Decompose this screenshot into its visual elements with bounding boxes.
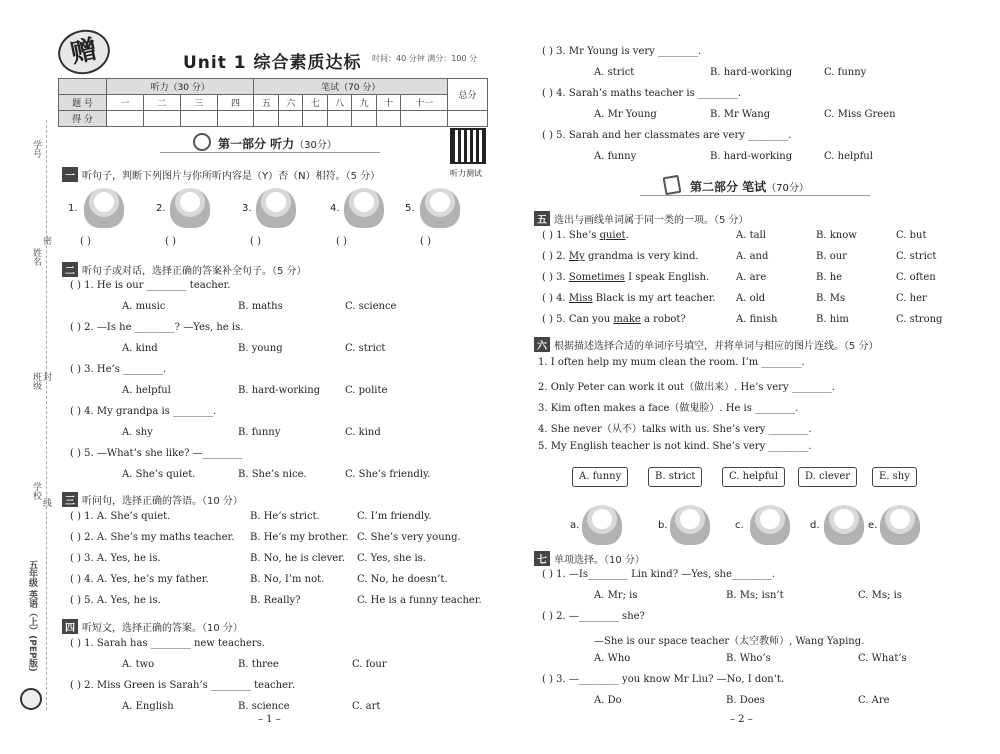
row-label-score: 得 分	[59, 111, 107, 127]
question: ( ) 5. —What’s she like? —________	[70, 448, 243, 459]
question: ( ) 1. Sarah has ________ new teachers.	[70, 638, 265, 649]
banner-rule	[160, 152, 380, 153]
option[interactable]: A. English	[122, 701, 174, 712]
title-meta: 时间：40 分钟 满分：100 分	[372, 54, 478, 63]
pic-num: 1.	[68, 203, 78, 214]
part1-title: 第一部分 听力（30分）	[218, 137, 337, 151]
headphones-icon	[193, 133, 211, 151]
book-label: 五年级 英语（上）(PEP版)	[27, 560, 37, 672]
question: ( ) 2. A. She’s my maths teacher.	[70, 532, 235, 543]
option[interactable]: A. She’s quiet.	[122, 469, 196, 480]
option[interactable]: B. No, he is clever.	[250, 553, 346, 564]
part2-title: 第二部分 笔试（70分）	[690, 180, 809, 194]
col-num: 六	[278, 95, 302, 111]
option[interactable]: B. He’s my brother.	[250, 532, 349, 543]
word-card[interactable]: C. helpful	[722, 467, 785, 487]
question: ( ) 3. He’s ________.	[70, 364, 167, 375]
banner-rule	[640, 195, 870, 196]
option[interactable]: B. hard-working	[710, 67, 793, 78]
option[interactable]: C. science	[345, 301, 397, 312]
option[interactable]: B. Ms; isn’t	[726, 590, 784, 601]
fill-sentence: 5. My English teacher is not kind. She’s very ________.	[538, 441, 812, 452]
option[interactable]: C. her	[896, 293, 927, 304]
margin-xuexiao: 学校	[31, 482, 41, 500]
score-cell[interactable]	[143, 111, 180, 127]
score-cell[interactable]	[327, 111, 351, 127]
page-2	[500, 0, 1000, 754]
question: ( ) 2. —________ she?	[542, 611, 645, 622]
page-number: – 1 –	[258, 714, 281, 725]
answer-paren[interactable]: ( )	[336, 236, 347, 247]
question: ( ) 3. —________ you know Mr Liu? —No, I don’t.	[542, 674, 785, 685]
question: ( ) 5. Can you make a robot?	[542, 314, 686, 325]
option[interactable]: C. He is a funny teacher.	[357, 595, 482, 606]
option[interactable]: C. strict	[345, 343, 386, 354]
picture-4-image	[344, 188, 384, 228]
answer-paren[interactable]: ( )	[420, 236, 431, 247]
pic-label: a.	[570, 520, 580, 531]
option[interactable]: C. but	[896, 230, 927, 241]
section-2-heading: 二 听句子或对话，选择正确的答案补全句子。（5 分）	[62, 262, 307, 277]
pic-label: b.	[658, 520, 668, 531]
option[interactable]: C. No, he doesn’t.	[357, 574, 448, 585]
col-num: 一	[107, 95, 144, 111]
picture-d-image	[824, 505, 864, 545]
option[interactable]: C. I’m friendly.	[357, 511, 432, 522]
word-card[interactable]: B. strict	[648, 467, 702, 487]
option[interactable]: A. Do	[594, 695, 622, 706]
question: ( ) 4. A. Yes, he’s my father.	[70, 574, 209, 585]
option[interactable]: A. helpful	[122, 385, 171, 396]
pic-num: 2.	[156, 203, 166, 214]
option[interactable]: C. helpful	[824, 151, 873, 162]
option[interactable]: C. strict	[896, 251, 937, 262]
listening-header: 听力（30 分）	[107, 79, 254, 95]
option[interactable]: B. our	[816, 251, 847, 262]
score-cell[interactable]	[180, 111, 217, 127]
margin-mi: 密	[41, 236, 51, 245]
option[interactable]: B. him	[816, 314, 849, 325]
option[interactable]: C. Miss Green	[824, 109, 896, 120]
col-num: 三	[180, 95, 217, 111]
picture-b-image	[670, 505, 710, 545]
option[interactable]: C. funny	[824, 67, 867, 78]
section-6-heading: 六 根据描述选择合适的单词序号填空，并将单词与相应的图片连线。（5 分）	[534, 337, 879, 352]
total-cell[interactable]	[448, 111, 488, 127]
question: ( ) 3. A. Yes, he is.	[70, 553, 161, 564]
fill-sentence: 1. I often help my mum clean the room. I’m ________.	[538, 357, 805, 368]
score-cell[interactable]	[352, 111, 376, 127]
section-7-heading: 七 单项选择。（10 分）	[534, 551, 645, 566]
picture-2-image	[170, 188, 210, 228]
option[interactable]: C. polite	[345, 385, 388, 396]
question: ( ) 1. A. She’s quiet.	[70, 511, 171, 522]
pic-num: 3.	[242, 203, 252, 214]
option[interactable]: B. know	[816, 230, 857, 241]
option[interactable]: B. funny	[238, 427, 281, 438]
col-num: 八	[327, 95, 351, 111]
gift-badge: 赠	[54, 25, 114, 79]
fill-sentence: 2. Only Peter can work it out（做出来）. He’s very ________.	[538, 382, 835, 393]
margin-banji: 班级	[31, 372, 41, 390]
option[interactable]: B. Ms	[816, 293, 846, 304]
option[interactable]: B. hard-working	[710, 151, 793, 162]
margin-feng: 封	[41, 372, 51, 381]
option[interactable]: B. Really?	[250, 595, 301, 606]
option[interactable]: A. funny	[594, 151, 637, 162]
option[interactable]: C. often	[896, 272, 936, 283]
question: ( ) 4. Sarah’s maths teacher is ________.	[542, 88, 742, 99]
fill-sentence: 4. She never（从不）talks with us. She’s very ________.	[538, 424, 812, 435]
writing-header: 笔试（70 分）	[254, 79, 448, 95]
question: ( ) 3. Mr Young is very ________.	[542, 46, 702, 57]
page-title: Unit 1 综合素质达标	[183, 53, 362, 73]
logo-icon	[20, 688, 42, 710]
section-1-heading: 一 听句子，判断下列图片与你所听内容是（Y）否（N）相符。（5 分）	[62, 167, 380, 182]
option[interactable]: C. art	[352, 701, 381, 712]
score-cell[interactable]	[401, 111, 448, 127]
option[interactable]: B. he	[816, 272, 843, 283]
option[interactable]: C. Yes, she is.	[357, 553, 426, 564]
option[interactable]: A. two	[122, 659, 155, 670]
option[interactable]: C. She’s friendly.	[345, 469, 431, 480]
section-5-heading: 五 选出与画线单词属于同一类的一项。（5 分）	[534, 211, 749, 226]
word-card[interactable]: D. clever	[798, 467, 857, 487]
qr-label: 听力测试	[450, 169, 482, 178]
option[interactable]: C. kind	[345, 427, 381, 438]
option[interactable]: C. She’s very young.	[357, 532, 461, 543]
total-header: 总分	[448, 79, 488, 111]
col-num: 七	[303, 95, 327, 111]
section-4-heading: 四 听短文，选择正确的答案。（10 分）	[62, 619, 243, 634]
question: ( ) 5. A. Yes, he is.	[70, 595, 161, 606]
col-num: 五	[254, 95, 278, 111]
picture-a-image	[582, 505, 622, 545]
question: ( ) 1. —Is________ Lin kind? —Yes, she________.	[542, 569, 776, 580]
pic-label: d.	[810, 520, 820, 531]
pic-label: c.	[735, 520, 744, 531]
word-card[interactable]: E. shy	[872, 467, 917, 487]
picture-5-image	[420, 188, 460, 228]
option[interactable]: B. maths	[238, 301, 283, 312]
option[interactable]: B. young	[238, 343, 283, 354]
score-cell[interactable]	[107, 111, 144, 127]
picture-3-image	[256, 188, 296, 228]
option[interactable]: B. science	[238, 701, 290, 712]
pic-label: e.	[868, 520, 878, 531]
option[interactable]: B. Does	[726, 695, 765, 706]
score-cell[interactable]	[217, 111, 254, 127]
margin-xingming: 姓名	[31, 248, 41, 266]
pic-num: 4.	[330, 203, 340, 214]
score-table	[58, 78, 488, 127]
row-label-number: 题 号	[59, 95, 107, 111]
option[interactable]: B. Who’s	[726, 653, 771, 664]
question: ( ) 4. Miss Black is my art teacher.	[542, 293, 716, 304]
option[interactable]: C. four	[352, 659, 387, 670]
pencil-icon	[663, 175, 682, 196]
col-num: 九	[352, 95, 376, 111]
fill-sentence: 3. Kim often makes a face（做鬼脸）. He is ________.	[538, 403, 799, 414]
option[interactable]: A. kind	[122, 343, 158, 354]
option[interactable]: A. finish	[736, 314, 778, 325]
picture-e-image	[880, 505, 920, 545]
option[interactable]: A. Who	[594, 653, 631, 664]
option[interactable]: A. strict	[594, 67, 635, 78]
question: ( ) 4. My grandpa is ________.	[70, 406, 217, 417]
option[interactable]: C. Are	[858, 695, 890, 706]
picture-c-image	[750, 505, 790, 545]
col-num: 四	[217, 95, 254, 111]
option[interactable]: A. Mr Young	[594, 109, 657, 120]
pic-num: 5.	[405, 203, 415, 214]
option[interactable]: A. and	[736, 251, 769, 262]
option[interactable]: A. are	[736, 272, 767, 283]
margin-xuehao: 学号	[31, 140, 41, 158]
col-num: 二	[143, 95, 180, 111]
option[interactable]: A. tall	[736, 230, 766, 241]
option[interactable]: A. music	[122, 301, 166, 312]
answer-paren[interactable]: ( )	[165, 236, 176, 247]
question-line: —She is our space teacher（太空教师）, Wang Yaping.	[594, 636, 865, 647]
score-cell[interactable]	[278, 111, 302, 127]
question: ( ) 3. Sometimes I speak English.	[542, 272, 710, 283]
score-cell[interactable]	[254, 111, 278, 127]
option[interactable]: A. old	[736, 293, 766, 304]
qr-code-icon[interactable]	[450, 128, 486, 164]
option[interactable]: B. hard-working	[238, 385, 321, 396]
score-cell[interactable]	[376, 111, 400, 127]
question: ( ) 2. My grandma is very kind.	[542, 251, 699, 262]
question: ( ) 2. —Is he ________? —Yes, he is.	[70, 322, 244, 333]
option[interactable]: B. He’s strict.	[250, 511, 320, 522]
answer-paren[interactable]: ( )	[250, 236, 261, 247]
question: ( ) 2. Miss Green is Sarah’s ________ teacher.	[70, 680, 295, 691]
section-3-heading: 三 听问句，选择正确的答语。（10 分）	[62, 492, 243, 507]
option[interactable]: A. shy	[122, 427, 153, 438]
option[interactable]: B. No, I’m not.	[250, 574, 325, 585]
question: ( ) 5. Sarah and her classmates are very ________.	[542, 130, 792, 141]
option[interactable]: B. She’s nice.	[238, 469, 307, 480]
question: ( ) 1. She’s quiet.	[542, 230, 629, 241]
option[interactable]: C. Ms; is	[858, 590, 902, 601]
page-number: – 2 –	[730, 714, 753, 725]
option[interactable]: B. three	[238, 659, 279, 670]
option[interactable]: A. Mr; is	[594, 590, 638, 601]
score-cell[interactable]	[303, 111, 327, 127]
word-card[interactable]: A. funny	[572, 467, 628, 487]
picture-1-image	[84, 188, 124, 228]
option[interactable]: C. What’s	[858, 653, 907, 664]
option[interactable]: C. strong	[896, 314, 943, 325]
margin-xian: 线	[41, 498, 51, 507]
question: ( ) 1. He is our ________ teacher.	[70, 280, 231, 291]
option[interactable]: B. Mr Wang	[710, 109, 771, 120]
binding-line	[46, 120, 47, 710]
col-num: 十	[376, 95, 400, 111]
answer-paren[interactable]: ( )	[80, 236, 91, 247]
col-num: 十一	[401, 95, 448, 111]
